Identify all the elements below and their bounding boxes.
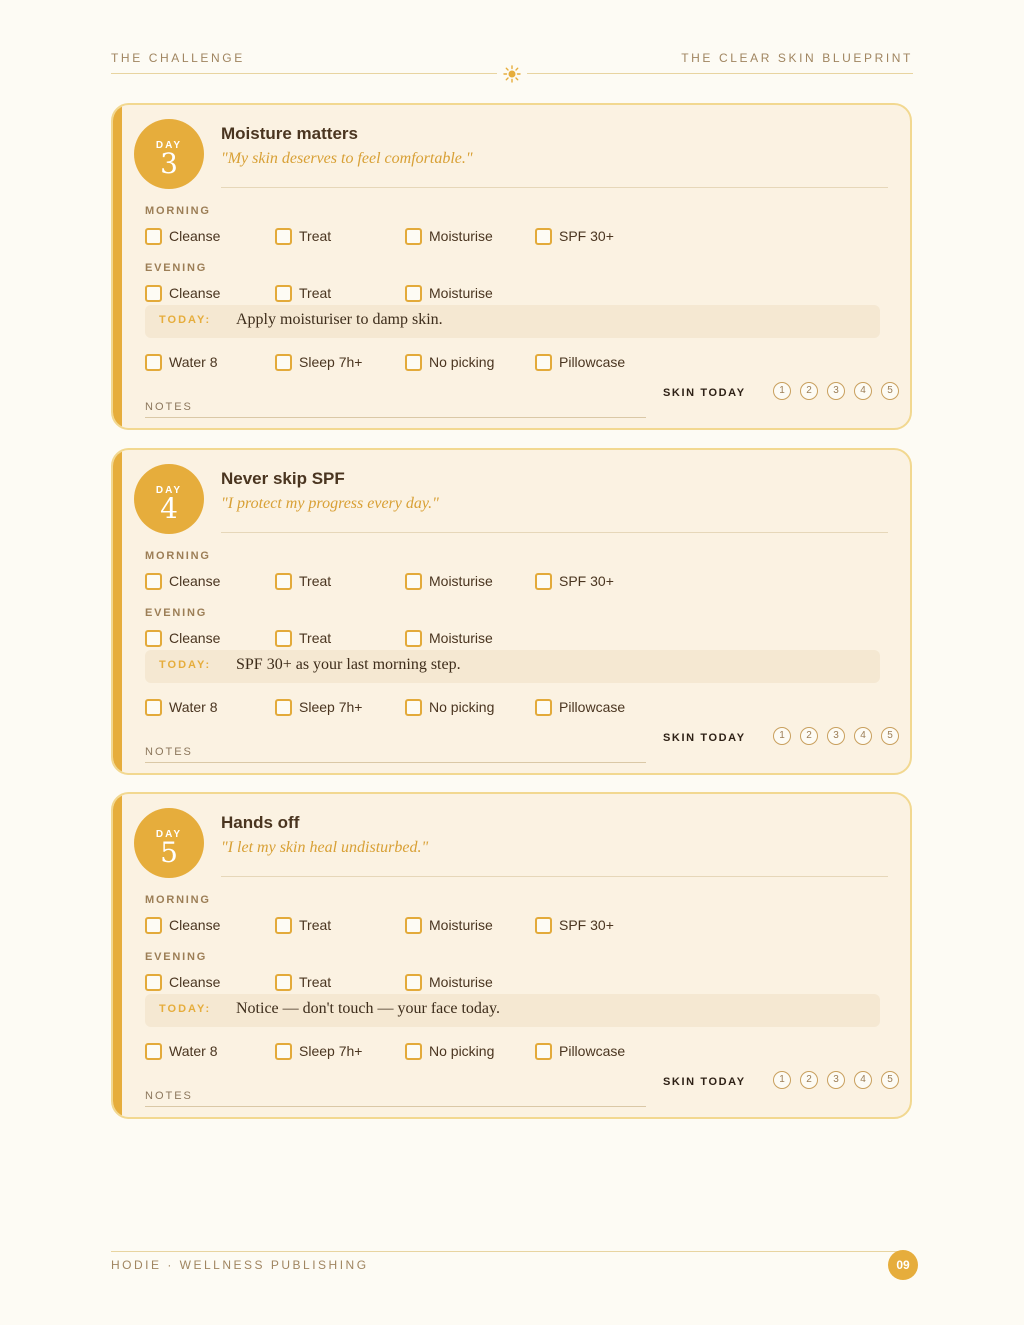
morning-item-label: SPF 30+	[559, 917, 614, 933]
skin-rating-option[interactable]: 2	[800, 727, 818, 745]
habit-item-label: Sleep 7h+	[299, 354, 363, 370]
morning-checkbox[interactable]	[145, 573, 162, 590]
sun-icon	[503, 65, 521, 83]
evening-item[interactable]	[405, 973, 493, 991]
morning-checkbox[interactable]	[145, 228, 162, 245]
evening-checkbox[interactable]	[405, 974, 422, 991]
habit-checkbox[interactable]	[405, 354, 422, 371]
skin-rating-option[interactable]: 4	[854, 727, 872, 745]
habit-item[interactable]	[275, 698, 362, 716]
habit-checkbox[interactable]	[275, 699, 292, 716]
habit-item[interactable]	[405, 698, 494, 716]
today-label: TODAY:	[159, 659, 212, 671]
morning-item-label: Treat	[299, 228, 332, 244]
card-accent-bar	[113, 450, 122, 773]
evening-label: EVENING	[145, 951, 208, 963]
morning-checkbox[interactable]	[275, 917, 292, 934]
skin-rating-option[interactable]: 4	[854, 382, 872, 400]
habit-item-label: Sleep 7h+	[299, 699, 363, 715]
morning-checkbox[interactable]	[405, 573, 422, 590]
habit-checkbox[interactable]	[275, 1043, 292, 1060]
morning-item[interactable]	[275, 916, 331, 934]
skin-rating-option[interactable]: 2	[800, 1071, 818, 1089]
notes-line[interactable]	[145, 417, 646, 418]
skin-rating-option[interactable]: 1	[773, 382, 791, 400]
today-label: TODAY:	[159, 314, 212, 326]
day-affirmation: "I protect my progress every day."	[221, 495, 439, 512]
day-badge	[134, 119, 204, 189]
morning-item[interactable]	[535, 916, 614, 934]
title-divider	[221, 532, 888, 533]
evening-checkbox[interactable]	[275, 630, 292, 647]
morning-item[interactable]	[405, 227, 493, 245]
habit-item[interactable]	[535, 698, 625, 716]
habit-item-label: Pillowcase	[559, 1043, 626, 1059]
morning-checkbox[interactable]	[405, 917, 422, 934]
evening-item-label: Treat	[299, 630, 332, 646]
morning-item-label: Moisturise	[429, 917, 493, 933]
day-title: Never skip SPF	[221, 469, 345, 488]
morning-item-label: SPF 30+	[559, 228, 614, 244]
day-card	[111, 103, 912, 430]
morning-item[interactable]	[535, 572, 614, 590]
habit-checkbox[interactable]	[145, 699, 162, 716]
evening-checkbox[interactable]	[145, 285, 162, 302]
evening-checkbox[interactable]	[145, 974, 162, 991]
habit-item[interactable]	[275, 353, 362, 371]
header-divider-right	[527, 73, 913, 74]
skin-rating-option[interactable]: 3	[827, 727, 845, 745]
morning-checkbox[interactable]	[405, 228, 422, 245]
evening-checkbox[interactable]	[405, 285, 422, 302]
habit-item-label: No picking	[429, 1043, 495, 1059]
habit-checkbox[interactable]	[145, 354, 162, 371]
morning-item[interactable]	[275, 227, 331, 245]
habit-item-label: Pillowcase	[559, 354, 626, 370]
skin-today-label: SKIN TODAY	[663, 387, 746, 399]
habit-item-label: Pillowcase	[559, 699, 626, 715]
evening-checkbox[interactable]	[275, 285, 292, 302]
skin-rating-option[interactable]: 5	[881, 382, 899, 400]
evening-item[interactable]	[405, 629, 493, 647]
habit-item[interactable]	[405, 353, 494, 371]
day-badge	[134, 808, 204, 878]
evening-item[interactable]	[275, 973, 331, 991]
footer-divider	[111, 1251, 901, 1252]
habit-checkbox[interactable]	[145, 1043, 162, 1060]
notes-line[interactable]	[145, 762, 646, 763]
evening-item[interactable]	[405, 284, 493, 302]
habit-checkbox[interactable]	[535, 354, 552, 371]
day-card	[111, 448, 912, 775]
morning-label: MORNING	[145, 550, 211, 562]
evening-item[interactable]	[275, 629, 331, 647]
notes-label: NOTES	[145, 401, 193, 413]
evening-item-label: Moisturise	[429, 285, 493, 301]
morning-item[interactable]	[145, 572, 220, 590]
morning-checkbox[interactable]	[275, 228, 292, 245]
morning-item-label: Cleanse	[169, 917, 221, 933]
evening-item[interactable]	[145, 629, 220, 647]
skin-rating-option[interactable]: 2	[800, 382, 818, 400]
today-tip-text: SPF 30+ as your last morning step.	[236, 656, 461, 673]
evening-checkbox[interactable]	[275, 974, 292, 991]
skin-rating-option[interactable]: 3	[827, 382, 845, 400]
notes-label: NOTES	[145, 746, 193, 758]
habit-checkbox[interactable]	[535, 1043, 552, 1060]
habit-item-label: Water 8	[169, 699, 218, 715]
evening-item[interactable]	[145, 284, 220, 302]
evening-item-label: Cleanse	[169, 974, 221, 990]
today-tip-box	[145, 305, 880, 338]
habit-item[interactable]	[145, 698, 218, 716]
evening-item-label: Treat	[299, 974, 332, 990]
morning-checkbox[interactable]	[275, 573, 292, 590]
notes-label: NOTES	[145, 1090, 193, 1102]
day-title: Hands off	[221, 813, 300, 832]
evening-checkbox[interactable]	[405, 630, 422, 647]
morning-item[interactable]	[405, 916, 493, 934]
skin-rating-option[interactable]: 3	[827, 1071, 845, 1089]
habit-item[interactable]	[145, 1042, 218, 1060]
habit-item-label: No picking	[429, 699, 495, 715]
day-badge-number: 4	[160, 492, 178, 525]
header-section-title: THE CHALLENGE	[111, 51, 245, 65]
habit-checkbox[interactable]	[405, 699, 422, 716]
today-tip-box	[145, 994, 880, 1027]
today-tip-text: Apply moisturiser to damp skin.	[236, 311, 443, 328]
morning-item[interactable]	[145, 227, 220, 245]
day-badge-label: DAY	[155, 829, 183, 840]
evening-item-label: Moisturise	[429, 974, 493, 990]
skin-rating-option[interactable]: 5	[881, 1071, 899, 1089]
title-divider	[221, 876, 888, 877]
day-badge-number: 3	[160, 147, 178, 180]
evening-item[interactable]	[275, 284, 331, 302]
morning-item-label: Moisturise	[429, 228, 493, 244]
notes-line[interactable]	[145, 1106, 646, 1107]
skin-rating-option[interactable]: 5	[881, 727, 899, 745]
evening-item-label: Cleanse	[169, 285, 221, 301]
habit-item-label: Water 8	[169, 354, 218, 370]
evening-checkbox[interactable]	[145, 630, 162, 647]
header-divider-left	[111, 73, 497, 74]
page-number-badge: 09	[888, 1250, 918, 1280]
habit-item-label: Water 8	[169, 1043, 218, 1059]
habit-item[interactable]	[405, 1042, 494, 1060]
morning-item-label: SPF 30+	[559, 573, 614, 589]
day-badge	[134, 464, 204, 534]
skin-rating-option[interactable]: 4	[854, 1071, 872, 1089]
morning-item[interactable]	[145, 916, 220, 934]
morning-item-label: Treat	[299, 573, 332, 589]
morning-item[interactable]	[535, 227, 614, 245]
habit-checkbox[interactable]	[535, 699, 552, 716]
day-affirmation: "My skin deserves to feel comfortable."	[221, 150, 473, 167]
habit-item[interactable]	[535, 353, 625, 371]
card-accent-bar	[113, 105, 122, 428]
morning-checkbox[interactable]	[535, 573, 552, 590]
evening-label: EVENING	[145, 262, 208, 274]
card-accent-bar	[113, 794, 122, 1117]
habit-item-label: No picking	[429, 354, 495, 370]
footer-brand: HODIE · WELLNESS PUBLISHING	[111, 1258, 369, 1272]
day-affirmation: "I let my skin heal undisturbed."	[221, 839, 429, 856]
evening-item-label: Treat	[299, 285, 332, 301]
header-book-title: THE CLEAR SKIN BLUEPRINT	[681, 51, 913, 65]
day-card	[111, 792, 912, 1119]
morning-checkbox[interactable]	[535, 917, 552, 934]
morning-item-label: Treat	[299, 917, 332, 933]
day-title: Moisture matters	[221, 124, 358, 143]
morning-label: MORNING	[145, 205, 211, 217]
morning-item-label: Cleanse	[169, 228, 221, 244]
habit-item[interactable]	[275, 1042, 362, 1060]
morning-item[interactable]	[275, 572, 331, 590]
skin-today-label: SKIN TODAY	[663, 1076, 746, 1088]
skin-today-label: SKIN TODAY	[663, 732, 746, 744]
title-divider	[221, 187, 888, 188]
day-badge-label: DAY	[155, 140, 183, 151]
morning-label: MORNING	[145, 894, 211, 906]
morning-item-label: Cleanse	[169, 573, 221, 589]
morning-checkbox[interactable]	[145, 917, 162, 934]
skin-rating-option[interactable]: 1	[773, 727, 791, 745]
habit-item[interactable]	[145, 353, 218, 371]
evening-item[interactable]	[145, 973, 220, 991]
today-label: TODAY:	[159, 1003, 212, 1015]
evening-item-label: Moisturise	[429, 630, 493, 646]
habit-item-label: Sleep 7h+	[299, 1043, 363, 1059]
today-tip-text: Notice — don't touch — your face today.	[236, 1000, 500, 1017]
morning-item[interactable]	[405, 572, 493, 590]
evening-label: EVENING	[145, 607, 208, 619]
skin-rating-option[interactable]: 1	[773, 1071, 791, 1089]
day-badge-number: 5	[160, 836, 178, 869]
habit-item[interactable]	[535, 1042, 625, 1060]
today-tip-box	[145, 650, 880, 683]
habit-checkbox[interactable]	[405, 1043, 422, 1060]
morning-checkbox[interactable]	[535, 228, 552, 245]
morning-item-label: Moisturise	[429, 573, 493, 589]
habit-checkbox[interactable]	[275, 354, 292, 371]
day-badge-label: DAY	[155, 485, 183, 496]
evening-item-label: Cleanse	[169, 630, 221, 646]
